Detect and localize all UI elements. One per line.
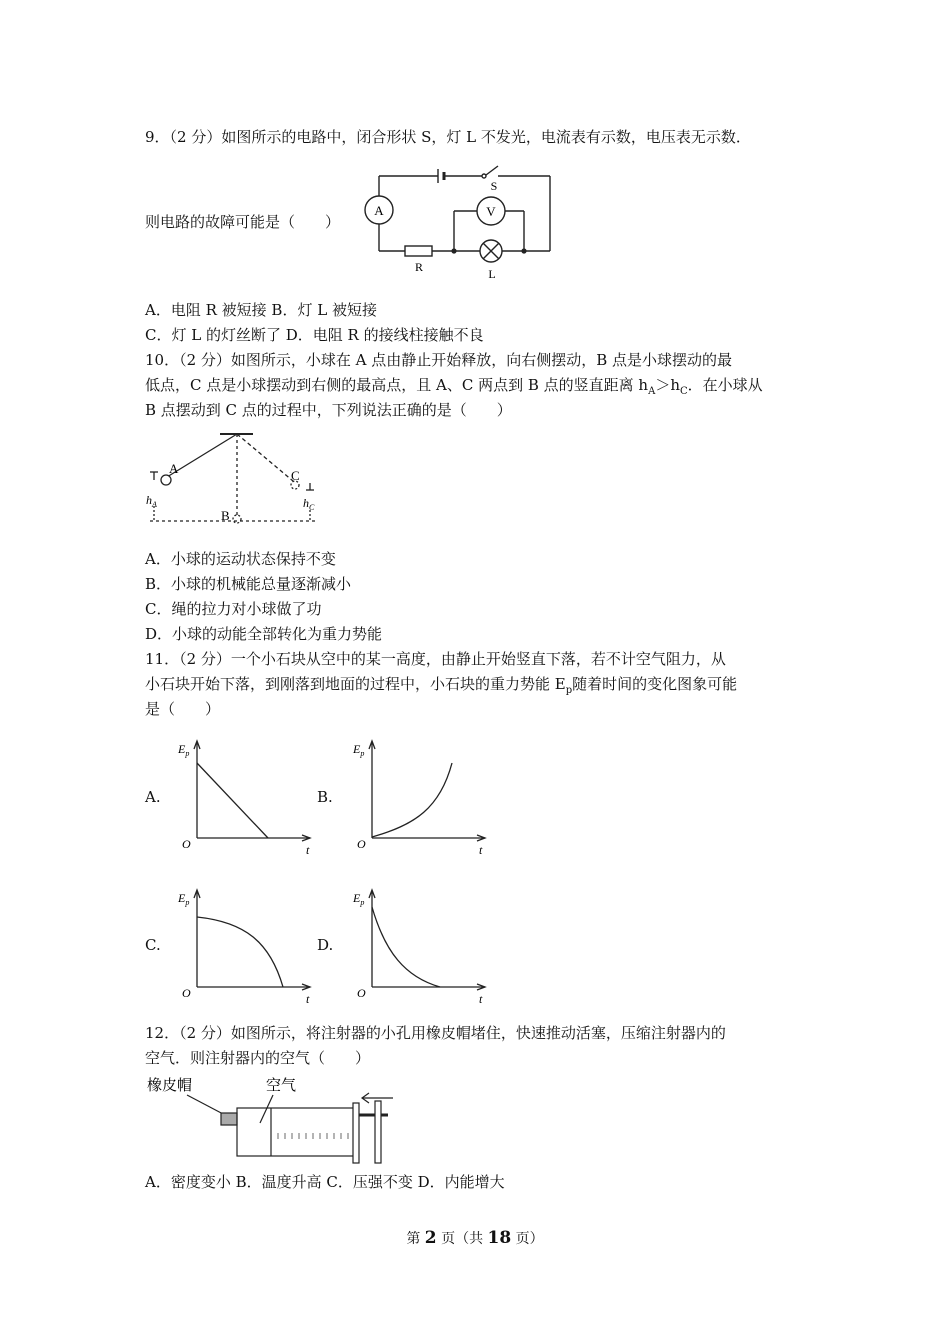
ep-curve — [372, 907, 440, 987]
q12-stem2: 空气．则注射器内的空气（ ） — [145, 1049, 371, 1067]
q9-stem: 9．（2 分）如图所示的电路中，闭合形状 S，灯 L 不发光，电流表有示数，电压表无示数． — [145, 128, 751, 146]
resistor-box — [405, 246, 432, 256]
q10-option-b[interactable]: B．小球的机械能总量逐渐减小 — [145, 575, 352, 593]
q11-graph-d[interactable] — [345, 882, 495, 1007]
label-hc: $h_C$ — [303, 496, 315, 512]
q11-option-c[interactable]: C. — [145, 936, 161, 954]
svg-text:Ep: $E_p$ — [178, 742, 190, 758]
q10-option-c[interactable]: C．绳的拉力对小球做了功 — [145, 600, 322, 618]
lamp-label: L — [488, 267, 496, 281]
svg-text:O: O — [182, 986, 191, 1000]
svg-text:t: t — [306, 843, 310, 857]
switch-label: S — [490, 179, 498, 193]
plunger-handle — [375, 1101, 381, 1163]
svg-text:Ep: $E_p$ — [178, 891, 190, 907]
q12-syringe-diagram — [143, 1073, 403, 1168]
q11-graph-b[interactable] — [345, 733, 495, 858]
q10-option-a[interactable]: A．小球的运动状态保持不变 — [145, 550, 336, 568]
q9-option-row-2[interactable]: C．灯 L 的灯丝断了 D．电阻 R 的接线柱接触不良 — [145, 326, 484, 344]
resistor-label: R — [414, 260, 424, 274]
q12-options[interactable]: A．密度变小 B．温度升高 C．压强不变 D．内能增大 — [145, 1173, 505, 1191]
ep-curve — [197, 763, 268, 838]
svg-text:Ep: $E_p$ — [353, 891, 365, 907]
ball-a — [161, 475, 171, 485]
ep-curve — [197, 917, 283, 987]
svg-text:t: t — [306, 992, 310, 1006]
q9-option-row-1[interactable]: A．电阻 R 被短接 B．灯 L 被短接 — [145, 301, 377, 319]
svg-text:Ep: $E_p$ — [353, 742, 365, 758]
q10-stem1: 10．（2 分）如图所示，小球在 A 点由静止开始释放，向右侧摆动，B 点是小球摆动的最 — [145, 351, 733, 369]
ball-b — [233, 515, 241, 523]
ammeter-label: A — [374, 203, 384, 218]
label-a: A — [169, 461, 179, 476]
rubber-cap — [221, 1113, 237, 1125]
q9-circuit-diagram — [360, 163, 560, 283]
cap-pointer — [187, 1095, 225, 1115]
q10-stem2: 低点，C 点是小球摆动到右侧的最高点，且 A、C 两点到 B 点的竖直距离 $h_A>h_C$．在小球从 — [145, 376, 763, 397]
syringe-barrel — [237, 1108, 358, 1156]
q11-stem2: 小石块开始下落，到刚落到地面的过程中，小石块的重力势能 $E_p$随着时间的变化图象可能 — [145, 675, 738, 696]
q10-option-d[interactable]: D．小球的动能全部转化为重力势能 — [145, 625, 383, 643]
voltmeter-label: V — [486, 204, 496, 219]
svg-text:t: t — [479, 992, 483, 1006]
ep-curve — [372, 763, 452, 837]
barrel-scale — [278, 1133, 348, 1139]
label-rubber-cap: 橡皮帽 — [147, 1078, 193, 1094]
q10-stem3: B 点摆动到 C 点的过程中，下列说法正确的是（ ） — [145, 401, 512, 419]
q12-stem1: 12．（2 分）如图所示，将注射器的小孔用橡皮帽堵住，快速推动活塞，压缩注射器内的 — [145, 1024, 726, 1042]
q11-option-d[interactable]: D. — [317, 936, 334, 954]
q11-graph-a[interactable] — [170, 733, 320, 858]
svg-text:t: t — [479, 843, 483, 857]
q11-option-b[interactable]: B. — [317, 788, 333, 806]
switch-blade — [486, 166, 498, 175]
q9-stem2: 则电路的故障可能是（ ） — [145, 213, 341, 231]
label-c: C — [291, 468, 300, 483]
q11-stem1: 11．（2 分）一个小石块从空中的某一高度，由静止开始竖直下落，若不计空气阻力，从 — [145, 650, 726, 668]
q11-option-a[interactable]: A. — [145, 788, 161, 806]
q11-graph-c[interactable] — [170, 882, 320, 1007]
q11-stem3: 是（ ） — [145, 700, 221, 718]
label-ha: $h_A$ — [146, 493, 157, 509]
page-footer: 第 2 页（共 18 页） — [406, 1228, 544, 1248]
label-b: B — [221, 508, 230, 523]
q10-pendulum-diagram — [140, 428, 330, 533]
string-at-c — [237, 434, 293, 481]
label-air: 空气 — [266, 1078, 297, 1094]
svg-text:O: O — [182, 837, 191, 851]
svg-text:O: O — [357, 986, 366, 1000]
svg-text:O: O — [357, 837, 366, 851]
piston-head — [353, 1103, 359, 1163]
